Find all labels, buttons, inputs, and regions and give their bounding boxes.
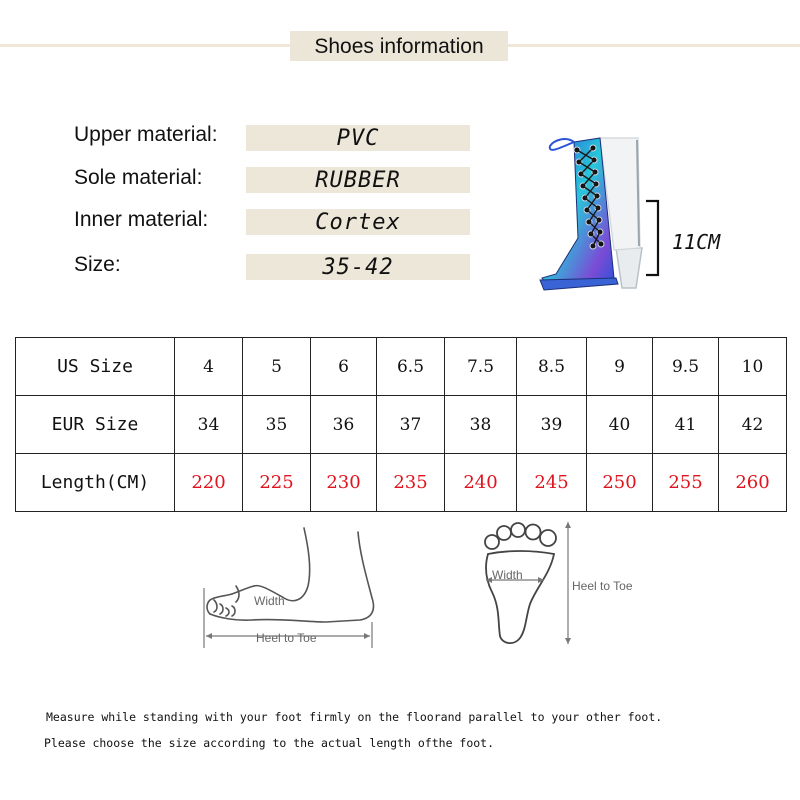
table-cell: 220 xyxy=(175,454,243,512)
sole-material-label: Sole material: xyxy=(74,166,203,189)
table-cell: 39 xyxy=(517,396,587,454)
row-label-length: Length(CM) xyxy=(16,454,175,512)
table-cell: 225 xyxy=(243,454,311,512)
table-cell: 10 xyxy=(719,338,787,396)
table-cell: 42 xyxy=(719,396,787,454)
heel-height-bracket xyxy=(644,198,662,278)
table-cell: 40 xyxy=(587,396,653,454)
table-cell: 5 xyxy=(243,338,311,396)
table-cell: 6.5 xyxy=(377,338,445,396)
sole-length-label: Heel to Toe xyxy=(572,579,633,593)
table-cell: 7.5 xyxy=(445,338,517,396)
size-value: 35-42 xyxy=(246,254,470,280)
table-cell: 6 xyxy=(311,338,377,396)
size-label: Size: xyxy=(74,253,121,276)
table-cell: 4 xyxy=(175,338,243,396)
upper-material-label: Upper material: xyxy=(74,123,218,146)
table-cell: 38 xyxy=(445,396,517,454)
heel-height-label: 11CM xyxy=(672,230,721,254)
table-row-us xyxy=(16,338,787,396)
inner-material-label: Inner material: xyxy=(74,208,209,231)
size-note: Please choose the size according to the actual length ofthe foot. xyxy=(44,736,495,750)
table-cell: 35 xyxy=(243,396,311,454)
table-cell: 36 xyxy=(311,396,377,454)
table-cell: 9 xyxy=(587,338,653,396)
row-label-eur: EUR Size xyxy=(16,396,175,454)
side-length-label: Heel to Toe xyxy=(256,631,317,645)
inner-material-value: Cortex xyxy=(246,209,470,235)
table-cell: 240 xyxy=(445,454,517,512)
header-rule-right xyxy=(508,44,800,47)
table-cell: 9.5 xyxy=(653,338,719,396)
side-width-label: Width xyxy=(254,594,285,608)
sole-width-label: Width xyxy=(492,568,523,582)
table-cell: 41 xyxy=(653,396,719,454)
row-label-us: US Size xyxy=(16,338,175,396)
table-row-length xyxy=(16,454,787,512)
table-cell: 260 xyxy=(719,454,787,512)
table-cell: 8.5 xyxy=(517,338,587,396)
table-cell: 235 xyxy=(377,454,445,512)
page-title: Shoes information xyxy=(290,31,508,61)
table-cell: 37 xyxy=(377,396,445,454)
table-cell: 245 xyxy=(517,454,587,512)
header-rule-left xyxy=(0,44,290,47)
size-table xyxy=(15,337,787,512)
upper-material-value: PVC xyxy=(246,125,470,151)
table-cell: 250 xyxy=(587,454,653,512)
sole-material-value: RUBBER xyxy=(246,167,470,193)
measure-note: Measure while standing with your foot firmly on the floorand parallel to your other foot. xyxy=(46,710,663,724)
table-row-eur xyxy=(16,396,787,454)
table-cell: 34 xyxy=(175,396,243,454)
table-cell: 255 xyxy=(653,454,719,512)
table-cell: 230 xyxy=(311,454,377,512)
